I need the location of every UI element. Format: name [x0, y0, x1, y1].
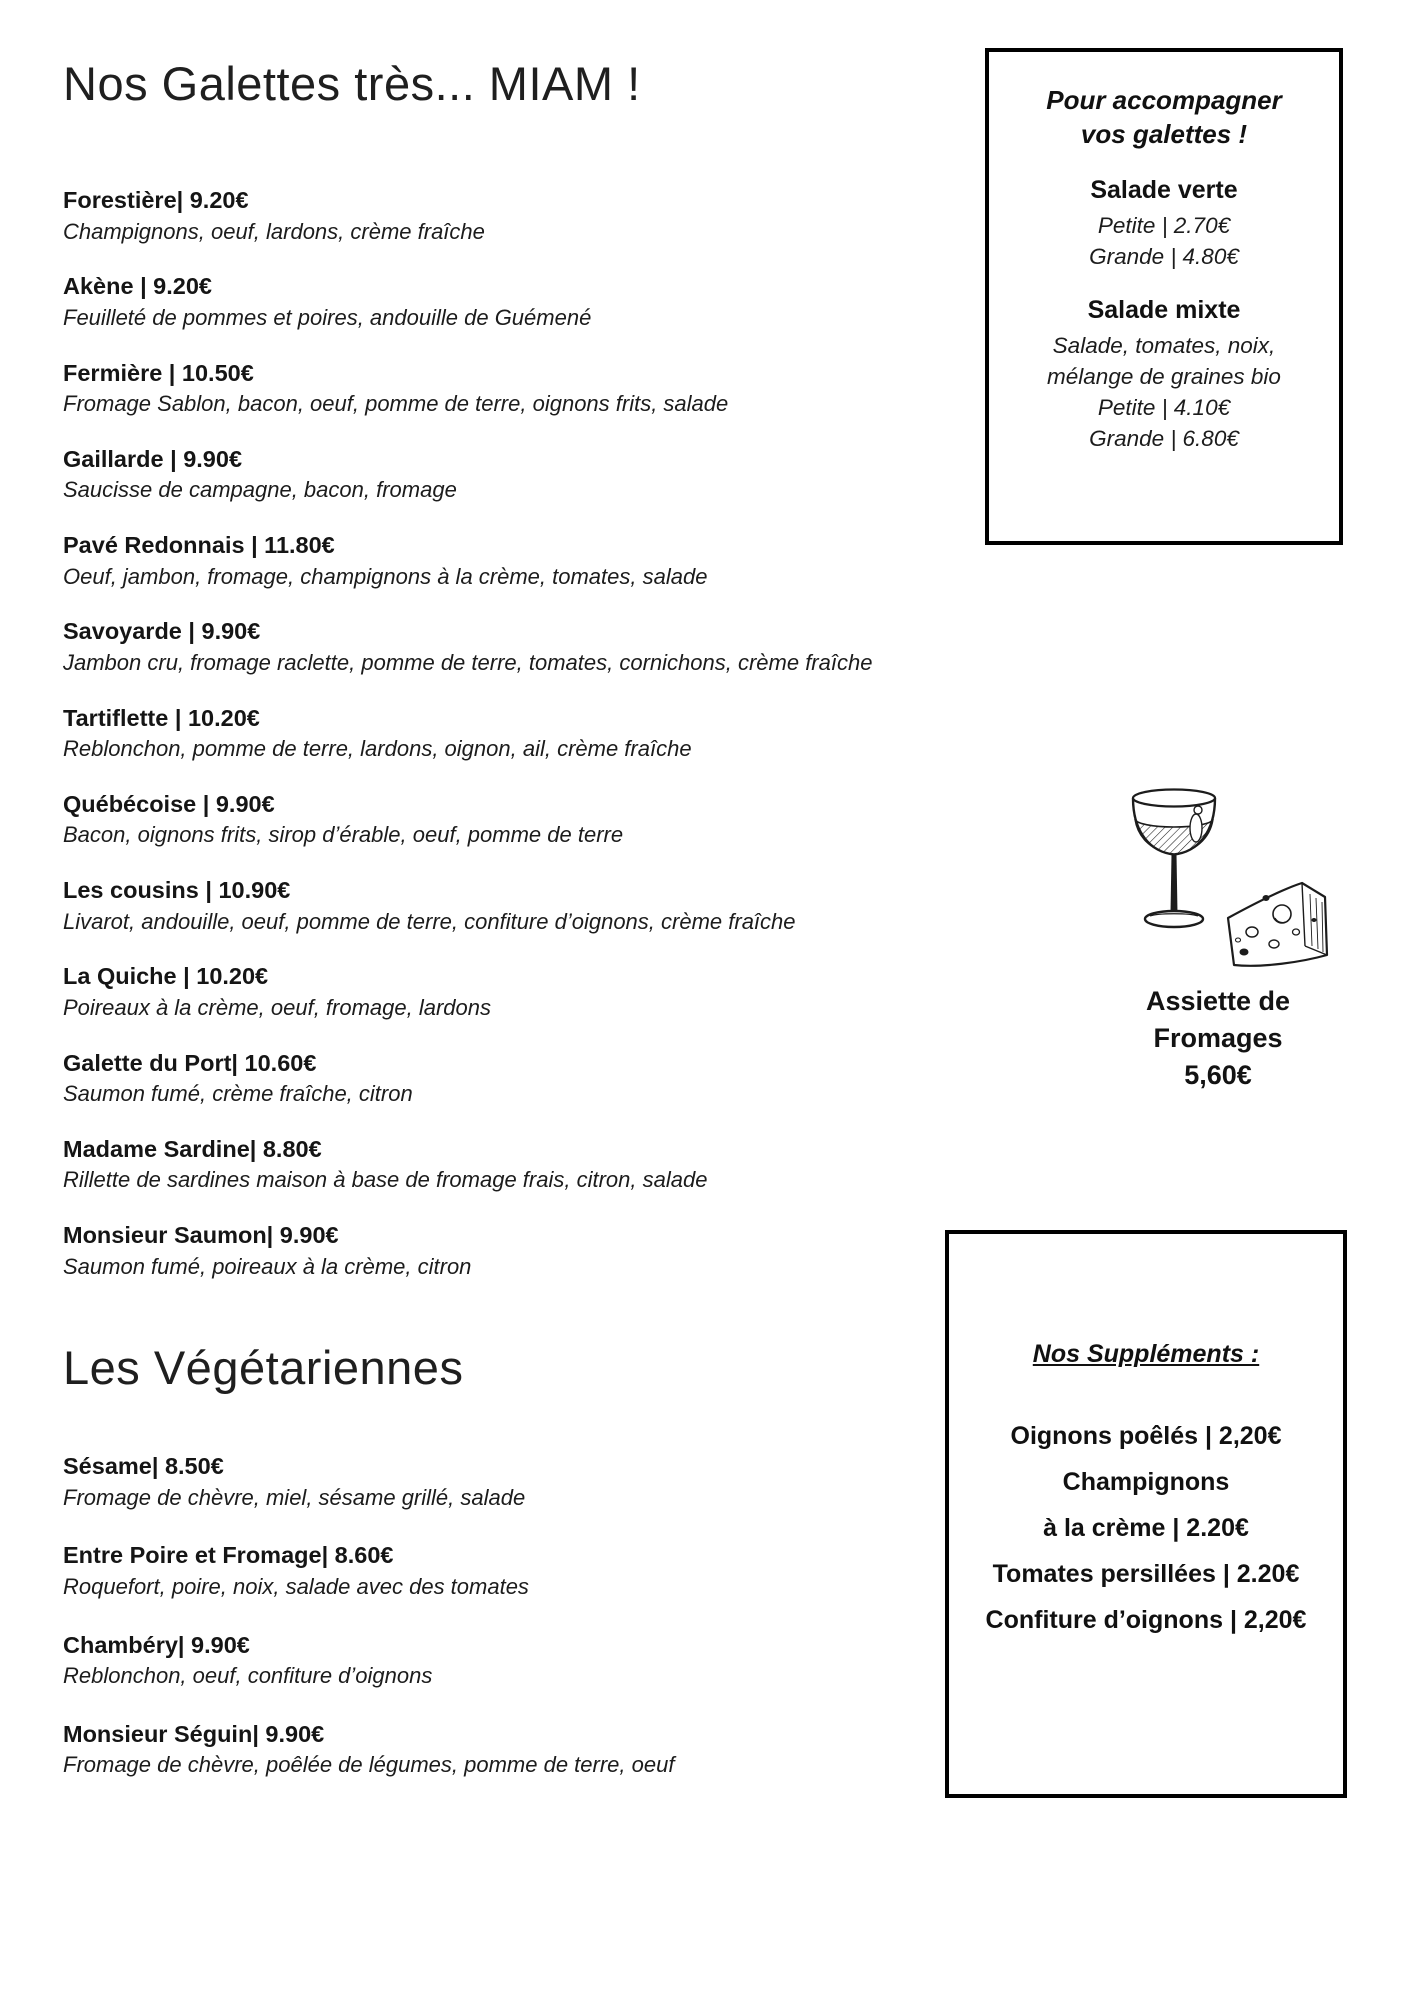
item-description: Feuilleté de pommes et poires, andouille de Guémené — [63, 304, 592, 330]
item-description: Roquefort, poire, noix, salade avec des tomates — [63, 1573, 529, 1599]
supplements-box-title: Nos Suppléments : — [1032, 1340, 1260, 1368]
galette-item — [63, 1221, 1043, 1281]
supplements-box — [945, 1230, 1347, 1798]
galette-item — [63, 790, 1043, 850]
vegetariennes-section-title: Les Végétariennes — [63, 1341, 464, 1394]
item-name: Galette du Port| 10.60€ — [63, 1049, 317, 1076]
item-description: Reblonchon, oeuf, confiture d’oignons — [63, 1663, 433, 1689]
cheese-wedge-icon — [1222, 876, 1346, 976]
item-name: Pavé Redonnais | 11.80€ — [63, 532, 335, 558]
item-name: Madame Sardine| 8.80€ — [63, 1135, 322, 1162]
galette-item — [63, 1135, 1043, 1195]
salade-mixte-petite: Petite | 4.10€ — [1097, 394, 1231, 420]
item-name: Akène | 9.20€ — [63, 273, 212, 300]
supplement-line: Champignons — [1062, 1468, 1230, 1496]
item-name: Tartiflette | 10.20€ — [63, 704, 260, 731]
salade-mixte-title: Salade mixte — [1087, 295, 1241, 324]
salade-mixte-desc: mélange de graines bio — [1047, 363, 1281, 389]
assiette-line1: Assiette de — [1145, 986, 1291, 1016]
item-name: Monsieur Séguin| 9.90€ — [63, 1720, 325, 1747]
vegetariennes-list — [63, 1452, 1043, 1809]
item-name: Savoyarde | 9.90€ — [63, 618, 261, 645]
vegetarienne-item — [63, 1452, 1043, 1512]
assiette-line2: Fromages — [1153, 1023, 1283, 1053]
galettes-list — [63, 186, 1043, 1307]
item-name: Québécoise | 9.90€ — [63, 790, 275, 817]
item-name: Forestière| 9.20€ — [63, 187, 249, 213]
accompaniments-box — [985, 48, 1343, 545]
galette-item — [63, 531, 1043, 591]
item-name: La Quiche | 10.20€ — [63, 963, 269, 990]
item-description: Oeuf, jambon, fromage, champignons à la crème, tomates, salade — [63, 563, 708, 589]
salade-verte-block — [989, 176, 1339, 272]
item-description: Champignons, oeuf, lardons, crème fraîche — [63, 218, 485, 244]
galettes-section-title: Nos Galettes très... MIAM ! — [63, 57, 641, 110]
supplement-line: Tomates persillées | 2.20€ — [992, 1560, 1300, 1588]
vegetarienne-item — [63, 1631, 1043, 1691]
vegetarienne-item — [63, 1720, 1043, 1780]
galette-item — [63, 272, 1043, 332]
galette-item — [63, 186, 1043, 246]
salade-mixte-desc: Salade, tomates, noix, — [1052, 332, 1276, 358]
item-name: Gaillarde | 9.90€ — [63, 445, 243, 472]
item-description: Saumon fumé, crème fraîche, citron — [63, 1081, 413, 1107]
salade-verte-petite: Petite | 2.70€ — [1097, 212, 1231, 238]
galette-item — [63, 876, 1043, 936]
item-description: Rillette de sardines maison à base de fromage frais, citron, salade — [63, 1167, 708, 1193]
salade-verte-title: Salade verte — [1090, 175, 1238, 204]
item-description: Poireaux à la crème, oeuf, fromage, lardons — [63, 994, 492, 1020]
item-description: Saucisse de campagne, bacon, fromage — [63, 477, 457, 503]
supplement-line: Confiture d’oignons | 2,20€ — [985, 1606, 1307, 1634]
item-description: Jambon cru, fromage raclette, pomme de terre, tomates, cornichons, crème fraîche — [63, 649, 873, 675]
item-description: Saumon fumé, poireaux à la crème, citron — [63, 1253, 472, 1279]
wine-glass-icon — [1128, 786, 1220, 978]
assiette-de-fromages-label — [1043, 983, 1393, 1094]
item-name: Les cousins | 10.90€ — [63, 877, 291, 903]
item-description: Fromage de chèvre, miel, sésame grillé, salade — [63, 1484, 526, 1510]
item-name: Entre Poire et Fromage| 8.60€ — [63, 1542, 394, 1569]
galette-item — [63, 962, 1043, 1022]
item-description: Fromage de chèvre, poêlée de légumes, pomme de terre, oeuf — [63, 1752, 675, 1778]
item-name: Chambéry| 9.90€ — [63, 1631, 250, 1658]
galette-item — [63, 704, 1043, 764]
assiette-price: 5,60€ — [1184, 1060, 1252, 1090]
salade-mixte-grande: Grande | 6.80€ — [1089, 425, 1239, 451]
salade-mixte-block — [989, 296, 1339, 454]
galette-item — [63, 359, 1043, 419]
item-description: Bacon, oignons frits, sirop d’érable, oeuf, pomme de terre — [63, 822, 624, 848]
supplement-line: à la crème | 2.20€ — [1043, 1514, 1249, 1542]
galette-item — [63, 445, 1043, 505]
galette-item — [63, 617, 1043, 677]
item-description: Reblonchon, pomme de terre, lardons, oignon, ail, crème fraîche — [63, 736, 692, 762]
item-description: Livarot, andouille, oeuf, pomme de terre, confiture d’oignons, crème fraîche — [63, 908, 796, 934]
salade-verte-grande: Grande | 4.80€ — [1089, 243, 1239, 269]
item-name: Monsieur Saumon| 9.90€ — [63, 1222, 339, 1248]
item-name: Sésame| 8.50€ — [63, 1453, 224, 1479]
item-name: Fermière | 10.50€ — [63, 359, 254, 386]
supplement-line: Oignons poêlés | 2,20€ — [1010, 1422, 1282, 1450]
item-description: Fromage Sablon, bacon, oeuf, pomme de terre, oignons frits, salade — [63, 391, 729, 417]
galette-item — [63, 1049, 1043, 1109]
supplements-list — [949, 1413, 1343, 1643]
accompaniments-box-title: Pour accompagner vos galettes ! — [1046, 85, 1282, 149]
vegetarienne-item — [63, 1541, 1043, 1601]
